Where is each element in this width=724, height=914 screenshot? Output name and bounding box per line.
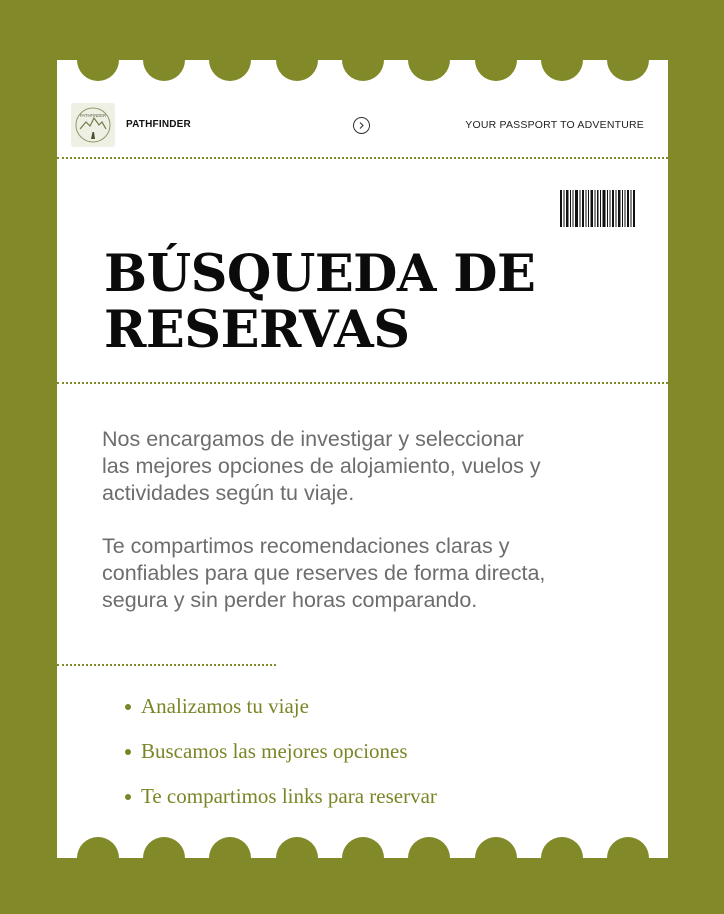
mountain-logo-icon (71, 103, 115, 147)
paragraph-line: las mejores opciones de alojamiento, vuelos y (102, 454, 541, 478)
ticket-notch (408, 837, 450, 858)
list-item: Te compartimos links para reservar (123, 784, 437, 808)
next-button[interactable] (353, 117, 370, 134)
ticket-notch (209, 837, 251, 858)
logo-text: PATHFINDER (79, 113, 107, 118)
title-line-1: BÚSQUEDA DE (104, 244, 536, 304)
steps-list (123, 694, 437, 829)
brand-logo (71, 103, 115, 147)
paragraph-line: Nos encargamos de investigar y seleccionar (102, 427, 524, 451)
page-title (104, 246, 535, 358)
divider (57, 664, 276, 666)
ticket-notch (77, 837, 119, 858)
ticket-notch (475, 837, 517, 858)
barcode-icon (560, 190, 636, 227)
paragraph-line: confiables para que reserves de forma directa, (102, 561, 546, 585)
paragraph-line: Te compartimos recomendaciones claras y (102, 534, 510, 558)
list-item: Analizamos tu viaje (123, 694, 437, 718)
header (57, 60, 668, 158)
paragraph-line: actividades según tu viaje. (102, 481, 355, 505)
divider (57, 157, 668, 159)
ticket-notch (541, 837, 583, 858)
title-line-2: RESERVAS (104, 300, 410, 360)
ticket-notch (276, 837, 318, 858)
list-item: Buscamos las mejores opciones (123, 739, 437, 763)
description-paragraph (102, 533, 632, 614)
divider (57, 382, 668, 384)
paragraph-line: segura y sin perder horas comparando. (102, 588, 478, 612)
description-paragraph (102, 426, 632, 507)
brand-name: PATHFINDER (126, 119, 191, 130)
ticket-notch (143, 837, 185, 858)
ticket-notch (607, 837, 649, 858)
ticket-card (57, 60, 668, 858)
chevron-right-icon (357, 121, 366, 130)
tagline: YOUR PASSPORT TO ADVENTURE (465, 119, 644, 131)
ticket-notch (342, 837, 384, 858)
